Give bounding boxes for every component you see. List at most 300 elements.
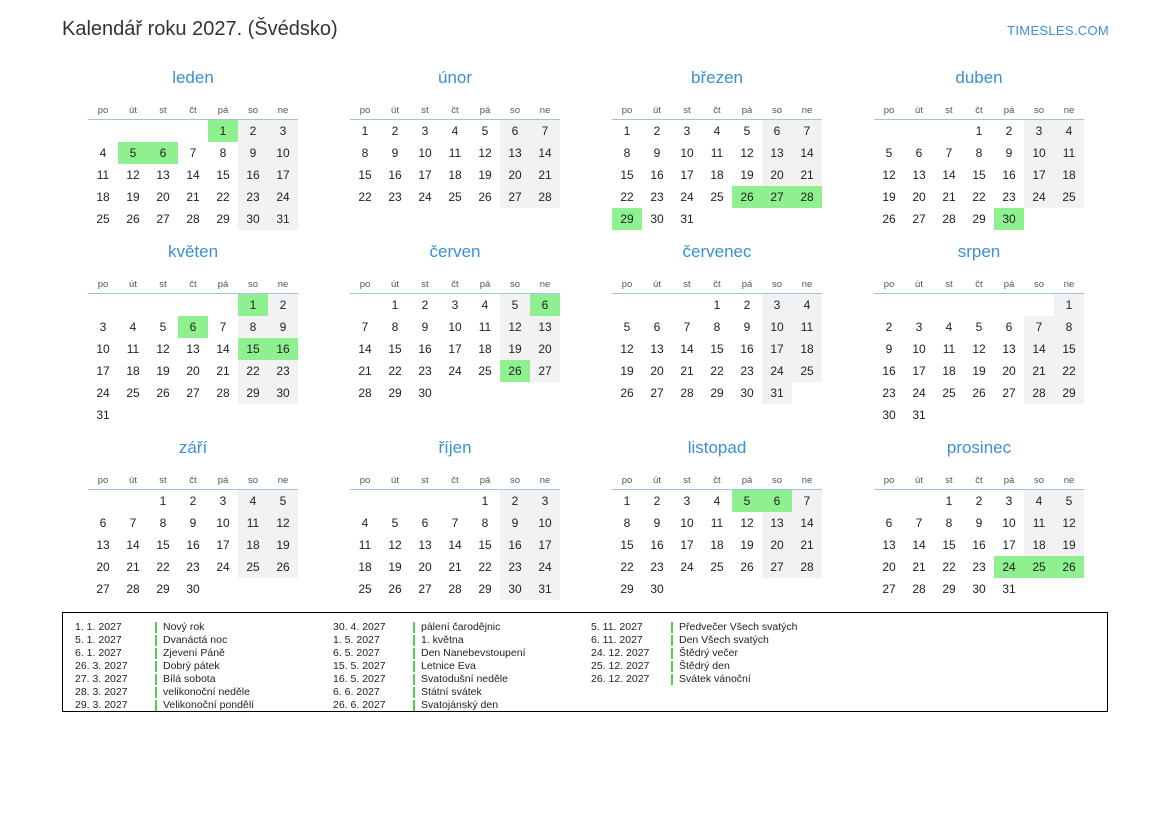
- day-cell[interactable]: 10: [216, 516, 230, 530]
- day-cell[interactable]: 11: [710, 146, 724, 160]
- day-cell[interactable]: 20: [186, 364, 200, 378]
- day-cell[interactable]: 10: [680, 146, 694, 160]
- day-cell[interactable]: 5: [975, 320, 983, 334]
- day-cell[interactable]: 1: [975, 124, 983, 138]
- day-cell[interactable]: 21: [942, 190, 956, 204]
- day-cell[interactable]: 23: [740, 364, 754, 378]
- day-cell[interactable]: 31: [1002, 582, 1016, 596]
- day-cell[interactable]: 14: [186, 168, 200, 182]
- day-cell[interactable]: 7: [915, 516, 923, 530]
- day-cell[interactable]: 16: [972, 538, 986, 552]
- day-cell[interactable]: 16: [500, 534, 530, 556]
- day-cell[interactable]: 22: [478, 560, 492, 574]
- day-cell[interactable]: 8: [713, 320, 721, 334]
- day-cell[interactable]: 10: [418, 146, 432, 160]
- day-cell[interactable]: 16: [238, 164, 268, 186]
- day-cell[interactable]: 12: [388, 538, 402, 552]
- day-cell[interactable]: 16: [882, 364, 896, 378]
- day-cell[interactable]: 23: [388, 190, 402, 204]
- day-cell[interactable]: 23: [1002, 190, 1016, 204]
- day-cell[interactable]: 30: [740, 386, 754, 400]
- day-cell[interactable]: 5: [391, 516, 399, 530]
- day-cell[interactable]: 29: [478, 582, 492, 596]
- day-cell[interactable]: 22: [620, 560, 634, 574]
- day-cell[interactable]: 12: [882, 168, 896, 182]
- day-cell[interactable]: 2: [500, 490, 530, 513]
- day-cell[interactable]: 11: [96, 168, 110, 182]
- day-cell[interactable]: 5: [743, 124, 751, 138]
- day-cell[interactable]: 17: [680, 538, 694, 552]
- day-cell[interactable]: 7: [219, 320, 227, 334]
- day-cell[interactable]: 13: [418, 538, 432, 552]
- day-cell[interactable]: 15: [972, 168, 986, 182]
- day-cell[interactable]: 30: [972, 582, 986, 596]
- day-cell[interactable]: 21: [792, 534, 822, 556]
- day-cell[interactable]: 12: [500, 316, 530, 338]
- day-cell[interactable]: 11: [1024, 512, 1054, 534]
- day-cell[interactable]: 12: [740, 516, 754, 530]
- day-cell[interactable]: 24: [680, 560, 694, 574]
- day-cell[interactable]: 23: [238, 186, 268, 208]
- day-cell[interactable]: 28: [792, 556, 822, 578]
- day-cell[interactable]: 2: [653, 494, 661, 508]
- site-brand-link[interactable]: TIMESLES.COM: [1007, 23, 1109, 38]
- day-cell[interactable]: 23: [650, 190, 664, 204]
- day-cell[interactable]: 15: [478, 538, 492, 552]
- day-cell[interactable]: 27: [418, 582, 432, 596]
- day-cell[interactable]: 29: [620, 582, 634, 596]
- day-cell[interactable]: 5: [885, 146, 893, 160]
- day-cell[interactable]: 21: [680, 364, 694, 378]
- day-cell[interactable]: 6: [762, 120, 792, 143]
- day-cell[interactable]: 14: [680, 342, 694, 356]
- day-cell[interactable]: 11: [478, 320, 492, 334]
- day-cell-holiday[interactable]: 25: [1024, 556, 1054, 578]
- day-cell[interactable]: 19: [388, 560, 402, 574]
- day-cell[interactable]: 3: [99, 320, 107, 334]
- day-cell[interactable]: 14: [1024, 338, 1054, 360]
- day-cell[interactable]: 12: [126, 168, 140, 182]
- day-cell[interactable]: 18: [942, 364, 956, 378]
- day-cell[interactable]: 31: [912, 408, 926, 422]
- day-cell[interactable]: 29: [156, 582, 170, 596]
- day-cell[interactable]: 14: [216, 342, 230, 356]
- day-cell[interactable]: 30: [268, 382, 298, 404]
- day-cell[interactable]: 7: [683, 320, 691, 334]
- day-cell[interactable]: 20: [1002, 364, 1016, 378]
- day-cell[interactable]: 8: [361, 146, 369, 160]
- day-cell[interactable]: 13: [762, 512, 792, 534]
- day-cell[interactable]: 4: [238, 490, 268, 513]
- day-cell[interactable]: 22: [1054, 360, 1084, 382]
- day-cell[interactable]: 27: [882, 582, 896, 596]
- day-cell[interactable]: 6: [1005, 320, 1013, 334]
- day-cell[interactable]: 3: [451, 298, 459, 312]
- day-cell-holiday[interactable]: 1: [208, 120, 238, 143]
- day-cell[interactable]: 29: [942, 582, 956, 596]
- day-cell[interactable]: 26: [740, 560, 754, 574]
- day-cell[interactable]: 17: [418, 168, 432, 182]
- day-cell[interactable]: 19: [620, 364, 634, 378]
- day-cell[interactable]: 4: [99, 146, 107, 160]
- day-cell[interactable]: 19: [156, 364, 170, 378]
- day-cell[interactable]: 31: [96, 408, 110, 422]
- day-cell[interactable]: 12: [740, 146, 754, 160]
- day-cell-holiday[interactable]: 24: [994, 556, 1024, 578]
- day-cell[interactable]: 26: [478, 190, 492, 204]
- day-cell[interactable]: 28: [186, 212, 200, 226]
- day-cell[interactable]: 18: [478, 342, 492, 356]
- day-cell[interactable]: 27: [762, 556, 792, 578]
- day-cell[interactable]: 1: [623, 494, 631, 508]
- day-cell[interactable]: 16: [650, 538, 664, 552]
- day-cell[interactable]: 11: [792, 316, 822, 338]
- day-cell[interactable]: 27: [1002, 386, 1016, 400]
- day-cell[interactable]: 8: [623, 516, 631, 530]
- day-cell[interactable]: 13: [500, 142, 530, 164]
- day-cell[interactable]: 20: [762, 164, 792, 186]
- day-cell[interactable]: 8: [975, 146, 983, 160]
- day-cell-holiday[interactable]: 6: [762, 490, 792, 513]
- day-cell[interactable]: 23: [186, 560, 200, 574]
- day-cell[interactable]: 22: [156, 560, 170, 574]
- day-cell[interactable]: 9: [653, 516, 661, 530]
- day-cell[interactable]: 17: [680, 168, 694, 182]
- day-cell[interactable]: 10: [96, 342, 110, 356]
- day-cell[interactable]: 17: [216, 538, 230, 552]
- day-cell[interactable]: 13: [530, 316, 560, 338]
- day-cell[interactable]: 11: [238, 512, 268, 534]
- day-cell[interactable]: 23: [268, 360, 298, 382]
- day-cell[interactable]: 16: [1002, 168, 1016, 182]
- day-cell[interactable]: 3: [762, 294, 792, 317]
- day-cell[interactable]: 28: [358, 386, 372, 400]
- day-cell[interactable]: 21: [186, 190, 200, 204]
- day-cell[interactable]: 9: [1005, 146, 1013, 160]
- day-cell[interactable]: 2: [743, 298, 751, 312]
- day-cell[interactable]: 25: [710, 190, 724, 204]
- day-cell[interactable]: 10: [762, 316, 792, 338]
- day-cell[interactable]: 18: [238, 534, 268, 556]
- day-cell[interactable]: 17: [448, 342, 462, 356]
- day-cell[interactable]: 3: [683, 494, 691, 508]
- day-cell[interactable]: 25: [126, 386, 140, 400]
- day-cell[interactable]: 20: [762, 534, 792, 556]
- day-cell[interactable]: 11: [710, 516, 724, 530]
- day-cell[interactable]: 5: [1054, 490, 1084, 513]
- day-cell[interactable]: 14: [126, 538, 140, 552]
- day-cell-holiday[interactable]: 15: [238, 338, 268, 360]
- day-cell[interactable]: 30: [418, 386, 432, 400]
- day-cell[interactable]: 1: [481, 494, 489, 508]
- day-cell[interactable]: 9: [500, 512, 530, 534]
- day-cell[interactable]: 24: [418, 190, 432, 204]
- day-cell[interactable]: 13: [912, 168, 926, 182]
- day-cell[interactable]: 11: [1054, 142, 1084, 164]
- day-cell[interactable]: 18: [358, 560, 372, 574]
- day-cell[interactable]: 21: [792, 164, 822, 186]
- day-cell[interactable]: 15: [358, 168, 372, 182]
- day-cell[interactable]: 28: [1024, 382, 1054, 404]
- day-cell[interactable]: 4: [713, 494, 721, 508]
- day-cell[interactable]: 17: [1002, 538, 1016, 552]
- day-cell[interactable]: 5: [500, 294, 530, 317]
- day-cell[interactable]: 12: [478, 146, 492, 160]
- day-cell[interactable]: 27: [912, 212, 926, 226]
- day-cell[interactable]: 3: [268, 120, 298, 143]
- day-cell[interactable]: 3: [1024, 120, 1054, 143]
- day-cell[interactable]: 9: [421, 320, 429, 334]
- day-cell[interactable]: 4: [945, 320, 953, 334]
- day-cell[interactable]: 5: [159, 320, 167, 334]
- day-cell[interactable]: 15: [216, 168, 230, 182]
- day-cell[interactable]: 16: [418, 342, 432, 356]
- day-cell[interactable]: 19: [740, 538, 754, 552]
- day-cell[interactable]: 9: [743, 320, 751, 334]
- day-cell[interactable]: 12: [156, 342, 170, 356]
- day-cell[interactable]: 9: [975, 516, 983, 530]
- day-cell[interactable]: 21: [1024, 360, 1054, 382]
- day-cell[interactable]: 23: [418, 364, 432, 378]
- day-cell[interactable]: 17: [912, 364, 926, 378]
- day-cell[interactable]: 24: [216, 560, 230, 574]
- day-cell[interactable]: 2: [653, 124, 661, 138]
- day-cell[interactable]: 5: [481, 124, 489, 138]
- day-cell[interactable]: 30: [238, 208, 268, 230]
- day-cell[interactable]: 25: [792, 360, 822, 382]
- day-cell[interactable]: 24: [762, 360, 792, 382]
- day-cell[interactable]: 22: [388, 364, 402, 378]
- day-cell[interactable]: 18: [1024, 534, 1054, 556]
- day-cell[interactable]: 29: [216, 212, 230, 226]
- day-cell[interactable]: 13: [882, 538, 896, 552]
- day-cell[interactable]: 30: [650, 212, 664, 226]
- day-cell[interactable]: 17: [1024, 164, 1054, 186]
- day-cell[interactable]: 23: [972, 560, 986, 574]
- day-cell[interactable]: 9: [268, 316, 298, 338]
- day-cell[interactable]: 7: [530, 120, 560, 143]
- day-cell[interactable]: 19: [740, 168, 754, 182]
- day-cell[interactable]: 2: [421, 298, 429, 312]
- day-cell[interactable]: 20: [418, 560, 432, 574]
- day-cell[interactable]: 14: [792, 512, 822, 534]
- day-cell[interactable]: 5: [268, 490, 298, 513]
- day-cell[interactable]: 18: [448, 168, 462, 182]
- day-cell[interactable]: 26: [972, 386, 986, 400]
- day-cell[interactable]: 26: [620, 386, 634, 400]
- day-cell[interactable]: 5: [623, 320, 631, 334]
- day-cell-holiday[interactable]: 26: [732, 186, 762, 208]
- day-cell[interactable]: 3: [915, 320, 923, 334]
- day-cell[interactable]: 13: [186, 342, 200, 356]
- day-cell[interactable]: 24: [448, 364, 462, 378]
- day-cell[interactable]: 12: [268, 512, 298, 534]
- day-cell[interactable]: 17: [762, 338, 792, 360]
- day-cell[interactable]: 11: [448, 146, 462, 160]
- day-cell[interactable]: 7: [792, 490, 822, 513]
- day-cell[interactable]: 20: [530, 338, 560, 360]
- day-cell[interactable]: 14: [358, 342, 372, 356]
- day-cell[interactable]: 6: [99, 516, 107, 530]
- day-cell[interactable]: 7: [189, 146, 197, 160]
- day-cell[interactable]: 2: [975, 494, 983, 508]
- day-cell[interactable]: 2: [1005, 124, 1013, 138]
- day-cell[interactable]: 25: [710, 560, 724, 574]
- day-cell[interactable]: 31: [268, 208, 298, 230]
- day-cell[interactable]: 25: [942, 386, 956, 400]
- day-cell[interactable]: 28: [530, 186, 560, 208]
- day-cell[interactable]: 2: [885, 320, 893, 334]
- day-cell[interactable]: 13: [156, 168, 170, 182]
- day-cell[interactable]: 6: [500, 120, 530, 143]
- day-cell[interactable]: 27: [186, 386, 200, 400]
- day-cell[interactable]: 12: [972, 342, 986, 356]
- day-cell[interactable]: 2: [268, 294, 298, 317]
- day-cell[interactable]: 13: [650, 342, 664, 356]
- day-cell[interactable]: 7: [451, 516, 459, 530]
- day-cell[interactable]: 27: [500, 186, 530, 208]
- day-cell[interactable]: 19: [500, 338, 530, 360]
- day-cell[interactable]: 15: [710, 342, 724, 356]
- day-cell[interactable]: 19: [126, 190, 140, 204]
- day-cell[interactable]: 6: [885, 516, 893, 530]
- day-cell[interactable]: 7: [945, 146, 953, 160]
- day-cell[interactable]: 4: [451, 124, 459, 138]
- day-cell[interactable]: 21: [448, 560, 462, 574]
- day-cell[interactable]: 4: [1024, 490, 1054, 513]
- day-cell[interactable]: 1: [945, 494, 953, 508]
- day-cell[interactable]: 3: [683, 124, 691, 138]
- day-cell-holiday[interactable]: 29: [612, 208, 642, 230]
- day-cell[interactable]: 27: [650, 386, 664, 400]
- day-cell-holiday[interactable]: 26: [1054, 556, 1084, 578]
- day-cell[interactable]: 9: [885, 342, 893, 356]
- day-cell[interactable]: 14: [530, 142, 560, 164]
- day-cell[interactable]: 24: [912, 386, 926, 400]
- day-cell[interactable]: 4: [792, 294, 822, 317]
- day-cell[interactable]: 24: [1024, 186, 1054, 208]
- day-cell[interactable]: 7: [129, 516, 137, 530]
- day-cell[interactable]: 10: [1002, 516, 1016, 530]
- day-cell[interactable]: 27: [96, 582, 110, 596]
- day-cell[interactable]: 28: [126, 582, 140, 596]
- day-cell[interactable]: 2: [189, 494, 197, 508]
- day-cell[interactable]: 12: [1054, 512, 1084, 534]
- day-cell[interactable]: 25: [1054, 186, 1084, 208]
- day-cell[interactable]: 30: [882, 408, 896, 422]
- day-cell[interactable]: 10: [1024, 142, 1054, 164]
- day-cell[interactable]: 25: [448, 190, 462, 204]
- day-cell-holiday[interactable]: 16: [268, 338, 298, 360]
- day-cell[interactable]: 19: [1054, 534, 1084, 556]
- day-cell[interactable]: 18: [710, 538, 724, 552]
- day-cell[interactable]: 8: [945, 516, 953, 530]
- day-cell[interactable]: 3: [530, 490, 560, 513]
- day-cell[interactable]: 11: [942, 342, 956, 356]
- day-cell[interactable]: 18: [1054, 164, 1084, 186]
- day-cell[interactable]: 1: [361, 124, 369, 138]
- day-cell[interactable]: 23: [500, 556, 530, 578]
- day-cell[interactable]: 2: [238, 120, 268, 143]
- day-cell[interactable]: 16: [388, 168, 402, 182]
- day-cell[interactable]: 21: [912, 560, 926, 574]
- day-cell[interactable]: 9: [391, 146, 399, 160]
- day-cell[interactable]: 15: [942, 538, 956, 552]
- day-cell[interactable]: 1: [1054, 294, 1084, 317]
- day-cell[interactable]: 18: [96, 190, 110, 204]
- day-cell[interactable]: 25: [358, 582, 372, 596]
- day-cell[interactable]: 17: [268, 164, 298, 186]
- day-cell[interactable]: 20: [912, 190, 926, 204]
- day-cell[interactable]: 4: [129, 320, 137, 334]
- day-cell[interactable]: 1: [391, 298, 399, 312]
- day-cell[interactable]: 6: [915, 146, 923, 160]
- day-cell[interactable]: 20: [156, 190, 170, 204]
- day-cell[interactable]: 22: [216, 190, 230, 204]
- day-cell[interactable]: 22: [972, 190, 986, 204]
- day-cell[interactable]: 21: [126, 560, 140, 574]
- day-cell[interactable]: 31: [530, 578, 560, 600]
- day-cell[interactable]: 9: [653, 146, 661, 160]
- day-cell[interactable]: 18: [792, 338, 822, 360]
- day-cell[interactable]: 25: [96, 212, 110, 226]
- day-cell[interactable]: 28: [680, 386, 694, 400]
- day-cell[interactable]: 30: [650, 582, 664, 596]
- day-cell-holiday[interactable]: 1: [238, 294, 268, 317]
- day-cell[interactable]: 14: [792, 142, 822, 164]
- day-cell[interactable]: 10: [448, 320, 462, 334]
- day-cell[interactable]: 28: [448, 582, 462, 596]
- day-cell[interactable]: 6: [421, 516, 429, 530]
- day-cell-holiday[interactable]: 30: [994, 208, 1024, 230]
- day-cell[interactable]: 19: [268, 534, 298, 556]
- day-cell[interactable]: 3: [1005, 494, 1013, 508]
- day-cell[interactable]: 29: [238, 382, 268, 404]
- day-cell[interactable]: 24: [96, 386, 110, 400]
- day-cell[interactable]: 4: [361, 516, 369, 530]
- day-cell[interactable]: 20: [500, 164, 530, 186]
- day-cell[interactable]: 15: [1054, 338, 1084, 360]
- day-cell[interactable]: 9: [238, 142, 268, 164]
- day-cell[interactable]: 16: [650, 168, 664, 182]
- day-cell[interactable]: 19: [882, 190, 896, 204]
- day-cell-holiday[interactable]: 28: [792, 186, 822, 208]
- day-cell[interactable]: 29: [388, 386, 402, 400]
- day-cell[interactable]: 2: [391, 124, 399, 138]
- day-cell[interactable]: 29: [1054, 382, 1084, 404]
- day-cell[interactable]: 26: [388, 582, 402, 596]
- day-cell-holiday[interactable]: 5: [732, 490, 762, 513]
- day-cell-holiday[interactable]: 6: [530, 294, 560, 317]
- day-cell[interactable]: 14: [448, 538, 462, 552]
- day-cell[interactable]: 4: [713, 124, 721, 138]
- day-cell[interactable]: 17: [530, 534, 560, 556]
- day-cell[interactable]: 31: [680, 212, 694, 226]
- day-cell[interactable]: 16: [740, 342, 754, 356]
- day-cell[interactable]: 3: [421, 124, 429, 138]
- day-cell[interactable]: 8: [219, 146, 227, 160]
- day-cell[interactable]: 8: [623, 146, 631, 160]
- day-cell[interactable]: 20: [96, 560, 110, 574]
- day-cell[interactable]: 8: [159, 516, 167, 530]
- day-cell-holiday[interactable]: 5: [118, 142, 148, 164]
- day-cell[interactable]: 20: [882, 560, 896, 574]
- day-cell[interactable]: 1: [159, 494, 167, 508]
- day-cell[interactable]: 7: [361, 320, 369, 334]
- day-cell[interactable]: 16: [186, 538, 200, 552]
- day-cell[interactable]: 8: [1054, 316, 1084, 338]
- day-cell[interactable]: 21: [216, 364, 230, 378]
